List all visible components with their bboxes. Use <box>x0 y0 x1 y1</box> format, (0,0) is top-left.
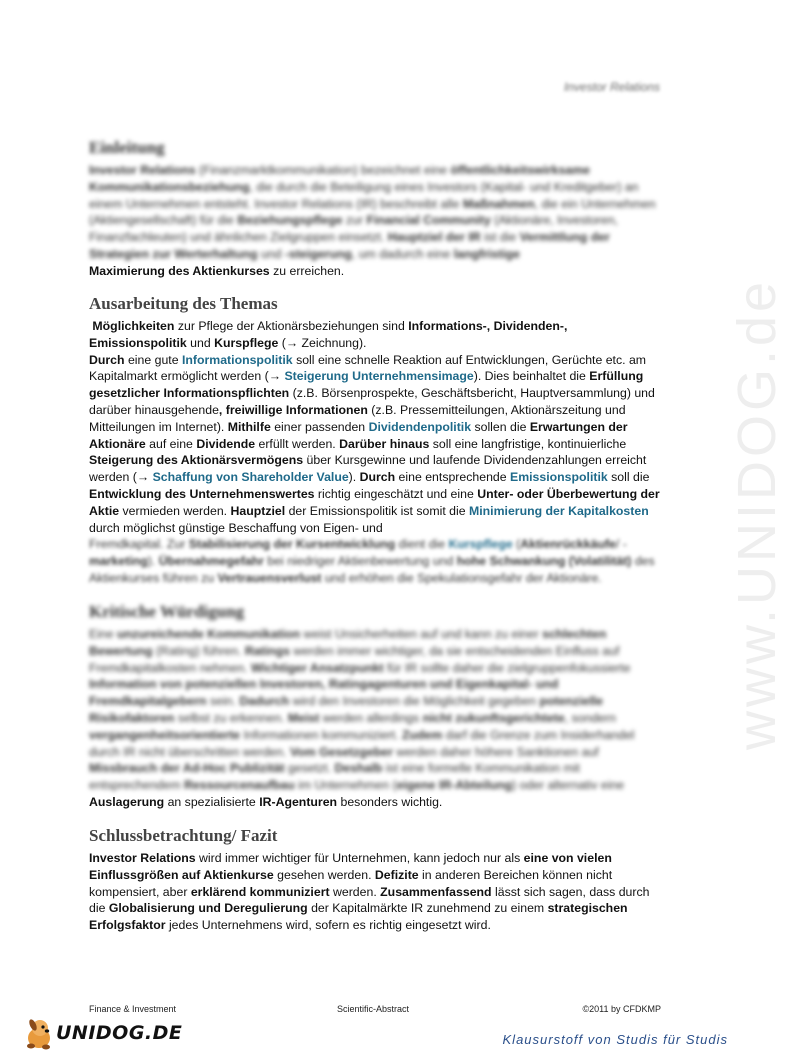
section-ausarbeitung <box>89 294 661 587</box>
heading-einleitung: Einleitung <box>89 138 165 157</box>
heading-kritik: Kritische Würdigung <box>89 602 245 621</box>
watermark <box>668 277 787 760</box>
kritik-mid: an spezialisierte <box>164 794 260 809</box>
einleitung-last-line: Maximierung des Aktienkurses zu erreichen. <box>89 263 345 278</box>
heading-fazit: Schlussbetrachtung/ Fazit <box>89 826 278 845</box>
section-einleitung <box>89 138 661 280</box>
kritik-bold-1: Auslagerung <box>89 794 165 809</box>
footer-left: Finance & Investment <box>89 1004 177 1014</box>
einleitung-blurred-text: Investor Relations (Finanzmarktkommunikation) bezeichnet eine öffentlichkeitswirksame Kommunikationsbeziehung, die durch die Beteiligung eines Investors (Kapital- und Kreditgeber) an einem Unternehmen entsteht. Investor Relations (IR) beschreibt alle Maßnahmen, die ein Unternehmen (Aktiengesellschaft) für die Beziehungspflege zur Financial Community (Aktionäre, Investoren, Finanzfachleuten) und ähnlichen Zielgruppen einsetzt. Hauptziel der IR ist die Vermittlung der Strategien zur Werterhaltung und -steigerung, um dadurch eine langfristige <box>89 163 656 261</box>
slogan: Klausurstoff von Studis für Studis <box>502 1032 728 1047</box>
header-topic: Investor Relations <box>563 80 660 94</box>
section-fazit <box>89 826 661 934</box>
watermark-text: www.UNIDOG.de <box>727 277 787 750</box>
footer-right: ©2011 by CFDKMP <box>582 1004 661 1014</box>
unidog-logo[interactable] <box>22 1016 183 1050</box>
kritik-bold-2: IR-Agenturen <box>259 794 338 809</box>
kritik-end: besonders wichtig. <box>337 794 443 809</box>
section-kritik <box>89 602 661 811</box>
heading-ausarbeitung: Ausarbeitung des Themas <box>89 294 278 313</box>
footer-center: Scientific-Abstract <box>337 1004 410 1014</box>
kritik-blurred-text: Eine unzureichende Kommunikation weist Unsicherheiten auf und kann zu einer schlechten Bewertung (Rating) führen. Ratings werden immer wichtiger, da sie entscheidenden Einfluss auf Fremdkapitalkosten nehmen. Wichtiger Ansatzpunkt für IR sollte daher die zielgruppenfokussierte Information von potenziellen Investoren, Ratingagenturen und Eigenkapital- und Fremdkapitalgebern sein. Dadurch wird den Investoren die Möglichkeit gegeben potenzielle Risikofaktoren selbst zu erkennen. Meist werden allerdings nicht zukunftsgerichtete, sondern vergangenheitsorientierte Informationen kommuniziert. Zudem darf die Grenze zum Insiderhandel durch IR nicht überschritten werden. Vom Gesetzgeber werden daher höhere Sanktionen auf Missbrauch der Ad-Hoc Publizität gesetzt. Deshalb ist eine formelle Kommunikation mit entsprechendem Ressourcenaufbau im Unternehmen (eigene IR-Abteilung) oder alternativ eine <box>89 627 635 793</box>
ausarbeitung-paragraph: Möglichkeiten zur Pflege der Aktionärsbeziehungen sind Informations-, Dividenden-, Emissionspolitik und Kurspflege (→ Zeichnung). Durch eine gute Informationspolitik soll eine schnelle Reaktion auf Entwicklungen, Gerüchte etc. am Kapitalmarkt ermöglicht werden (→ Steigerung Unternehmensimage). Dies beinhaltet die Erfüllung gesetzlicher Informationspflichten (z.B. Börsenprospekte, Geschäftsbericht, Hauptversammlung) und darüber hinausgehende, freiwillige Informationen (z.B. Pressemitteilungen, Aktionärszeitung und Mitteilungen im Internet). Mithilfe einer passenden Dividendenpolitik sollen die Erwartungen der Aktionäre auf eine Dividende erfüllt werden. Darüber hinaus soll eine langfristige, kontinuierliche Steigerung des Aktionärsvermögens über Kursgewinne und laufende Dividendenzahlungen erreicht werden (→ Schaffung von Shareholder Value). Durch eine entsprechende Emissionspolitik soll die Entwicklung des Unternehmenswertes richtig eingeschätzt und eine Unter- oder Überbewertung der Aktie vermieden werden. Hauptziel der Emissionspolitik ist somit die Minimierung der Kapitalkosten durch möglichst günstige Beschaffung von Eigen- und <box>89 319 660 535</box>
dog-mascot-icon <box>22 1016 56 1050</box>
ausarbeitung-blurred-text: Fremdkapital. Zur Stabilisierung der Kursentwicklung dient die Kurspflege (Aktienrückkäufe/ - marketing). Übernahmegefahr bei niedriger Aktienbewertung und hohe Schwankung (Volatilität) des Aktienkurses führen zu Vertrauensverlust und erhöhen die Spekulationsgefahr der Aktionäre. <box>89 537 655 585</box>
kritik-last-line <box>89 794 661 811</box>
fazit-paragraph: Investor Relations wird immer wichtiger für Unternehmen, kann jedoch nur als eine von vielen Einflussgrößen auf Aktienkurse gesehen werden. Defizite in anderen Bereichen können nicht kompensiert, aber erklärend kommuniziert werden. Zusammenfassend lässt sich sagen, dass durch die Globalisierung und Deregulierung der Kapitalmärkte IR zunehmend zu einem strategischen Erfolgsfaktor jedes Unternehmens wird, sofern es richtig eingesetzt wird. <box>89 851 650 933</box>
logo-text: UNIDOG.DE <box>56 1022 183 1044</box>
